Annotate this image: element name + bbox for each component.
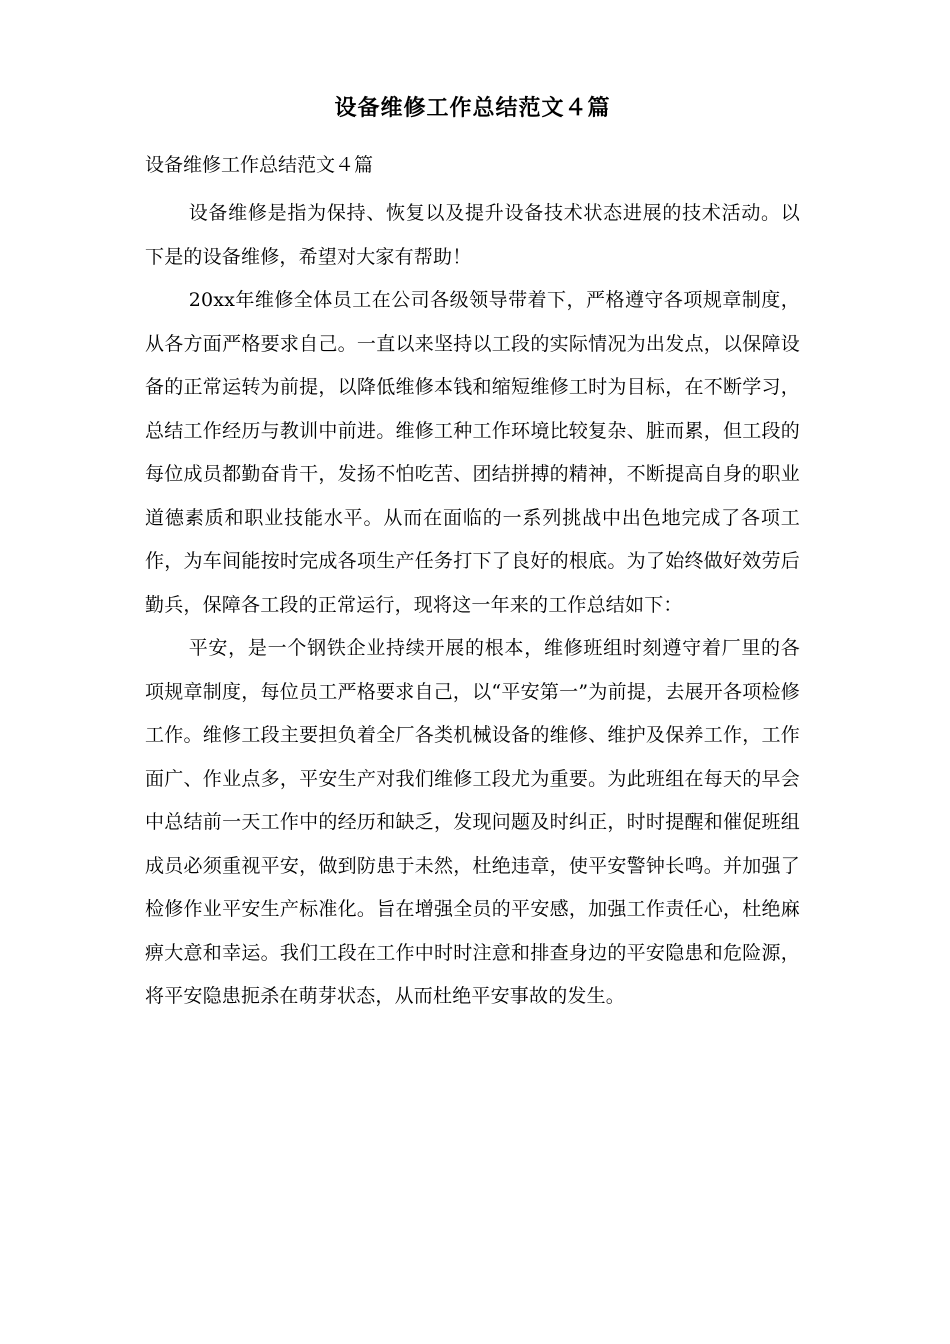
paragraph-intro: 设备维修是指为保持、恢复以及提升设备技术状态进展的技术活动。以下是的设备维修，希望对大家有帮助！ <box>145 202 800 268</box>
document-subtitle: 设备维修工作总结范文４篇 <box>145 154 374 176</box>
paragraph-overview: 20xx年维修全体员工在公司各级领导带着下，严格遵守各项规章制度，从各方面严格要求自己。一直以来坚持以工段的实际情况为出发点，以保障设备的正常运转为前提，以降低维修本钱和缩短维修工时为目标，在不断学习，总结工作经历与教训中前进。维修工种工作环境比较复杂、脏而累，但工段的每位成员都勤奋肯干，发扬不怕吃苦、团结拼搏的精神，不断提高自身的职业道德素质和职业技能水平。从而在面临的一系列挑战中出色地完成了各项工作，为车间能按时完成各项生产任务打下了良好的根底。为了始终做好效劳后勤兵，保障各工段的正常运行，现将这一年来的工作总结如下： <box>145 289 800 616</box>
document-title: 设备维修工作总结范文４篇 <box>334 95 611 121</box>
paragraph-safety: 平安，是一个钢铁企业持续开展的根本，维修班组时刻遵守着厂里的各项规章制度，每位员工严格要求自己，以“平安第一”为前提，去展开各项检修工作。维修工段主要担负着全厂各类机械设备的维修、维护及保养工作，工作面广、作业点多，平安生产对我们维修工段尤为重要。为此班组在每天的早会中总结前一天工作中的经历和缺乏，发现问题及时纠正，时时提醒和催促班组成员必须重视平安，做到防患于未然，杜绝违章，使平安警钟长鸣。并加强了检修作业平安生产标准化。旨在增强全员的平安感，加强工作责任心，杜绝麻痹大意和幸运。我们工段在工作中时时注意和排查身边的平安隐患和危险源，将平安隐患扼杀在萌芽状态，从而杜绝平安事故的发生。 <box>145 637 800 1007</box>
